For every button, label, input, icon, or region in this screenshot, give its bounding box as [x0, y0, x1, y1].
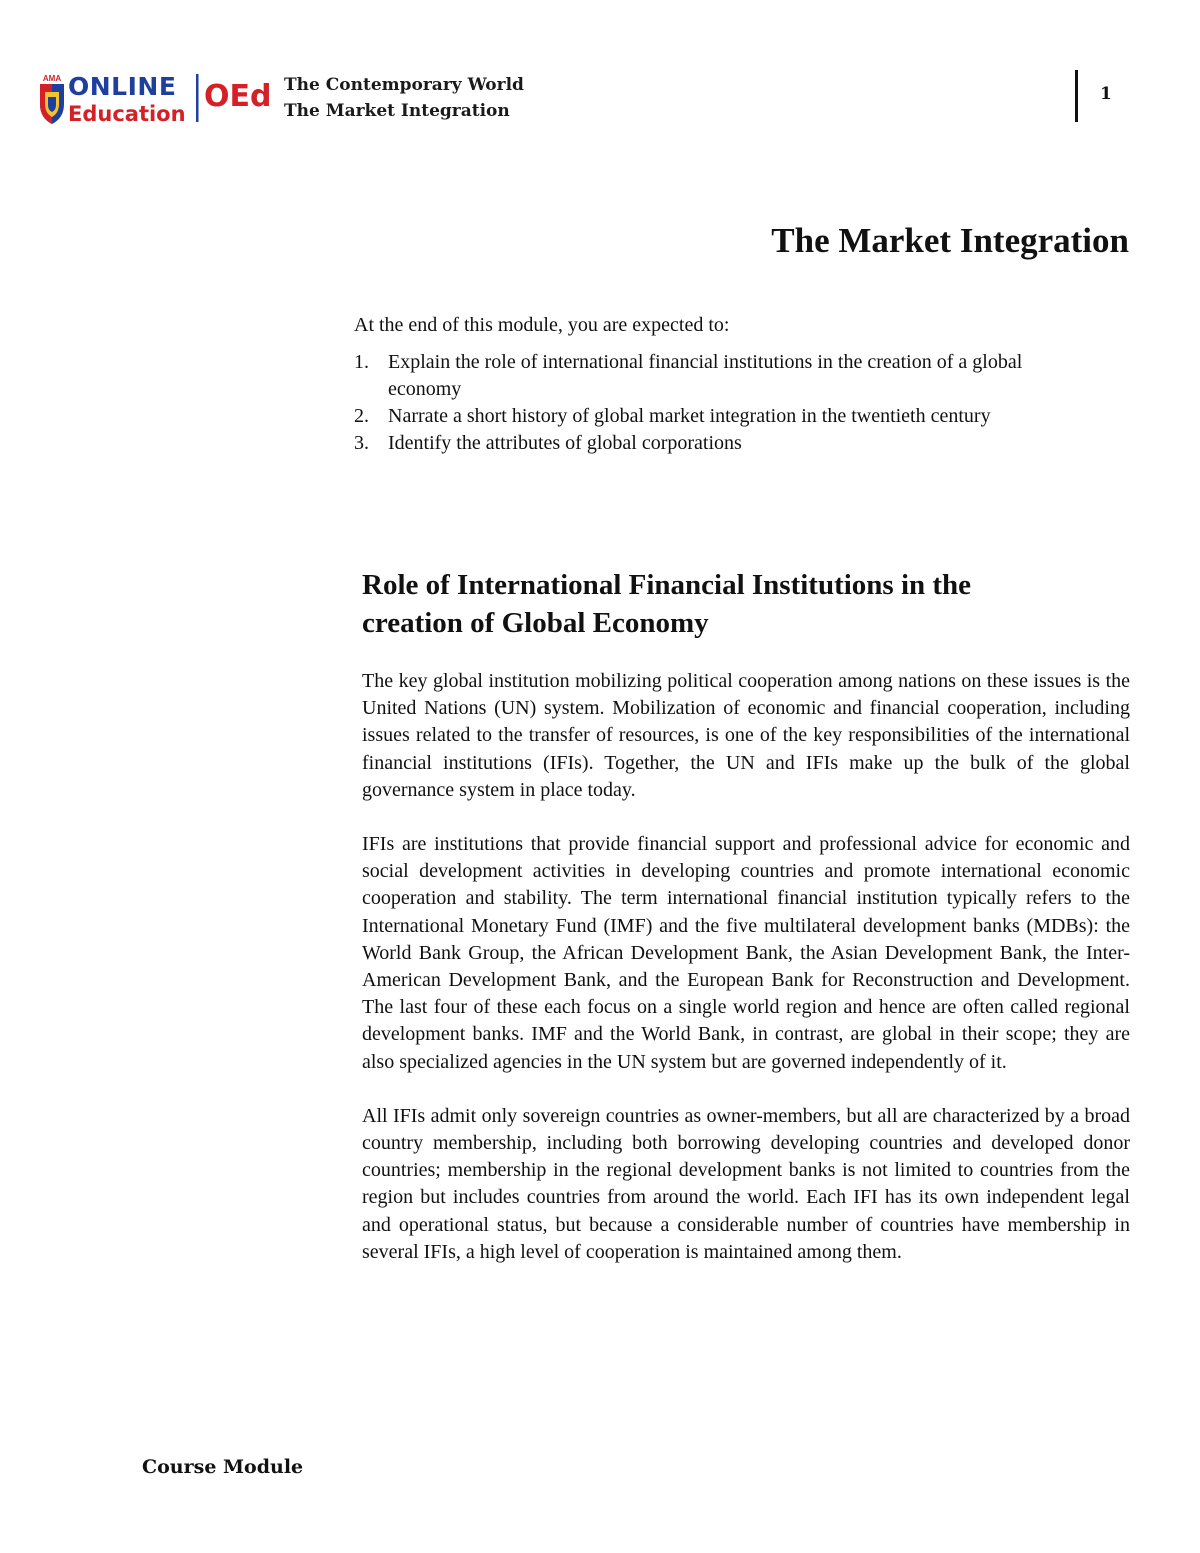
list-text: Narrate a short history of global market integration in the twentieth century	[388, 405, 991, 427]
page-number: 1	[1100, 84, 1112, 104]
course-title: The Contemporary World	[284, 75, 524, 95]
svg-text:OEd: OEd	[204, 79, 272, 114]
svg-text:AMA: AMA	[42, 74, 62, 83]
page-title: The Market Integration	[771, 221, 1129, 260]
running-header	[284, 72, 524, 124]
learning-objectives	[354, 312, 1144, 457]
objectives-lead: At the end of this module, you are expected to:	[354, 314, 730, 336]
body-paragraph: All IFIs admit only sovereign countries as owner-members, but all are characterized by a broad country membership, including both borrowing developing countries and developed donor countries; membership in the regional development banks is not limited to countries from the region but includes countries from around the world. Each IFI has its own independent legal and operational status, but because a considerable number of countries have membership in several IFIs, a high level of cooperation is maintained among them.	[362, 1104, 1130, 1263]
section-heading: Role of International Financial Institutions in the creation of Global Economy	[362, 569, 972, 639]
crest-icon	[40, 74, 64, 124]
list-item	[354, 430, 1144, 457]
list-item	[354, 349, 1144, 403]
list-number: 1.	[354, 351, 369, 373]
list-text: Explain the role of international financial institutions in the creation of a global economy	[388, 351, 1023, 400]
body-paragraph: The key global institution mobilizing political cooperation among nations on these issues is the United Nations (UN) system. Mobilization of economic and financial cooperation, including issues related to the transfer of resources, is one of the key responsibilities of the international financial institutions (IFIs). Together, the UN and IFIs make up the bulk of the global governance system in place today.	[362, 670, 1130, 801]
svg-text:Education: Education	[68, 102, 186, 126]
list-number: 3.	[354, 432, 369, 454]
svg-text:ONLINE: ONLINE	[68, 72, 177, 101]
footer-label: Course Module	[142, 1456, 304, 1478]
online-education-logo	[36, 70, 272, 126]
section-ifi-role	[362, 566, 1130, 1293]
list-item	[354, 403, 1144, 430]
body-paragraph: IFIs are institutions that provide financial support and professional advice for economic and social development activities in developing countries and promote international economic cooperation and stability. The term international financial institution typically refers to the International Monetary Fund (IMF) and the five multilateral development banks (MDBs): the World Bank Group, the African Development Bank, the Asian Development Bank, the Inter-American Development Bank, and the European Bank for Reconstruction and Development. The last four of these each focus on a single world region and hence are often called regional development banks. IMF and the World Bank, in contrast, are global in their scope; they are also specialized agencies in the UN system but are governed independently of it.	[362, 833, 1130, 1073]
objectives-list	[354, 349, 1144, 457]
list-text: Identify the attributes of global corporations	[388, 432, 742, 454]
module-topic: The Market Integration	[284, 101, 510, 121]
list-number: 2.	[354, 405, 369, 427]
header-divider	[1075, 70, 1078, 122]
